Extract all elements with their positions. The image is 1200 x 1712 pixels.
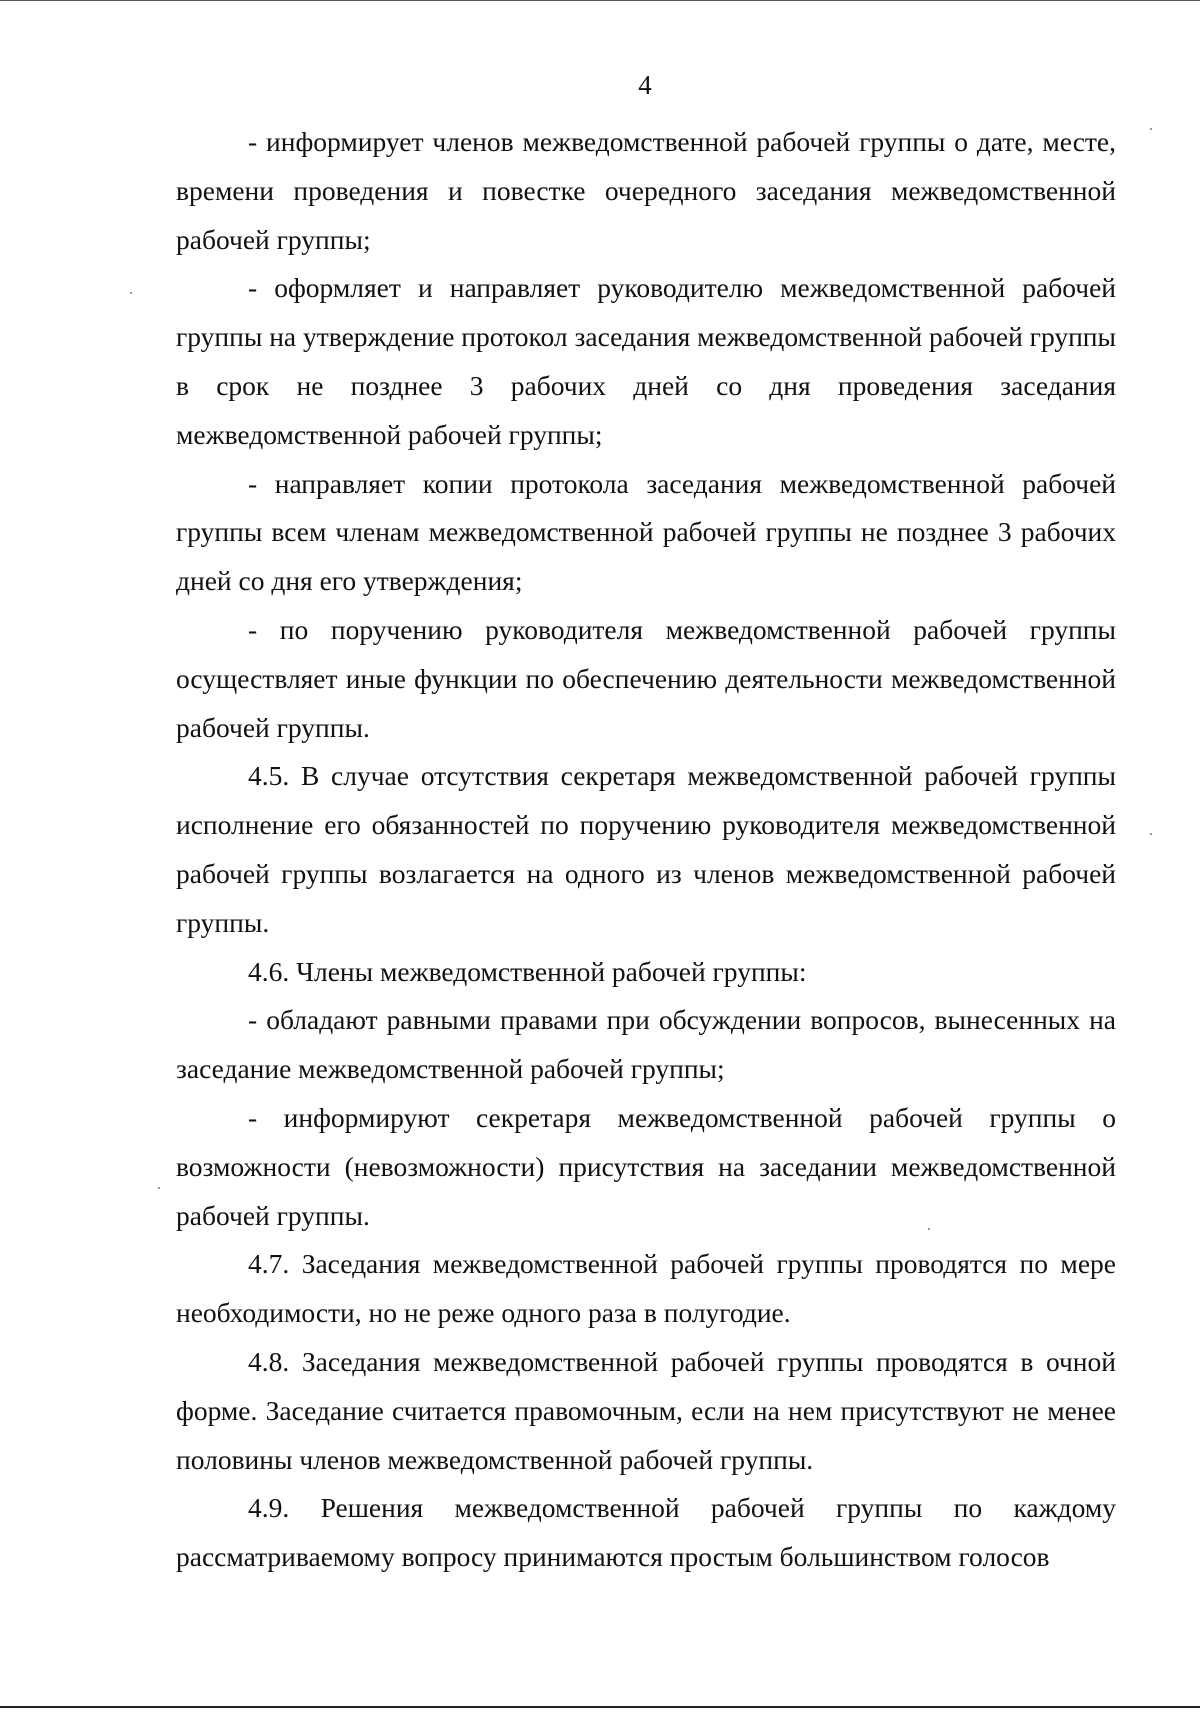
- scan-speck: [158, 1187, 160, 1189]
- paragraph-4-7: 4.7. Заседания межведомственной рабочей группы проводятся по мере необходимости, но не реже одного раза в полугодие.: [176, 1248, 1116, 1329]
- scan-top-edge: [0, 0, 1200, 3]
- paragraph-4-8: 4.8. Заседания межведомственной рабочей группы проводятся в очной форме. Заседание считается правомочным, если на нем присутствуют не менее половины членов межведомственной рабочей группы.: [176, 1345, 1116, 1475]
- scan-speck: [928, 1228, 930, 1230]
- paragraph-4-6-b: - информируют секретаря межведомственной рабочей группы о возможности (невозможности) присутствия на заседании межведомственной рабочей группы.: [176, 1101, 1116, 1231]
- paragraph-1: - информирует членов межведомственной рабочей группы о дате, месте, времени проведения и повестке очередного заседания межведомственной рабочей группы;: [176, 126, 1116, 255]
- paragraph-3: - направляет копии протокола заседания межведомственной рабочей группы всем членам межведомственной рабочей группы не позднее 3 рабочих дней со дня его утверждения;: [176, 467, 1116, 597]
- paragraph-2: - оформляет и направляет руководителю межведомственной рабочей группы на утверждение протокол заседания межведомственной рабочей группы в срок не позднее 3 рабочих дней со дня проведения заседания межведомственной рабочей группы;: [176, 272, 1116, 450]
- paragraph-4-6-a: - обладают равными правами при обсуждении вопросов, вынесенных на заседание межведомственной рабочей группы;: [176, 1004, 1116, 1085]
- paragraph-4-6: 4.6. Члены межведомственной рабочей группы:: [248, 955, 807, 987]
- document-body: [176, 118, 1116, 1582]
- scan-speck: [1150, 128, 1152, 130]
- page-number: 4: [638, 70, 652, 100]
- scan-speck: [130, 292, 132, 294]
- scan-speck: [1150, 833, 1152, 835]
- paragraph-4: - по поручению руководителя межведомственной рабочей группы осуществляет иные функции по обеспечению деятельности межведомственной рабочей группы.: [176, 613, 1116, 743]
- scan-bottom-edge: [0, 1706, 1200, 1708]
- paragraph-4-5: 4.5. В случае отсутствия секретаря межведомственной рабочей группы исполнение его обязанностей по поручению руководителя межведомственной рабочей группы возлагается на одного из членов межведомственной рабочей группы.: [176, 760, 1116, 938]
- paragraph-4-9: 4.9. Решения межведомственной рабочей группы по каждому рассматриваемому вопросу принимаются простым большинством голосов: [176, 1492, 1116, 1573]
